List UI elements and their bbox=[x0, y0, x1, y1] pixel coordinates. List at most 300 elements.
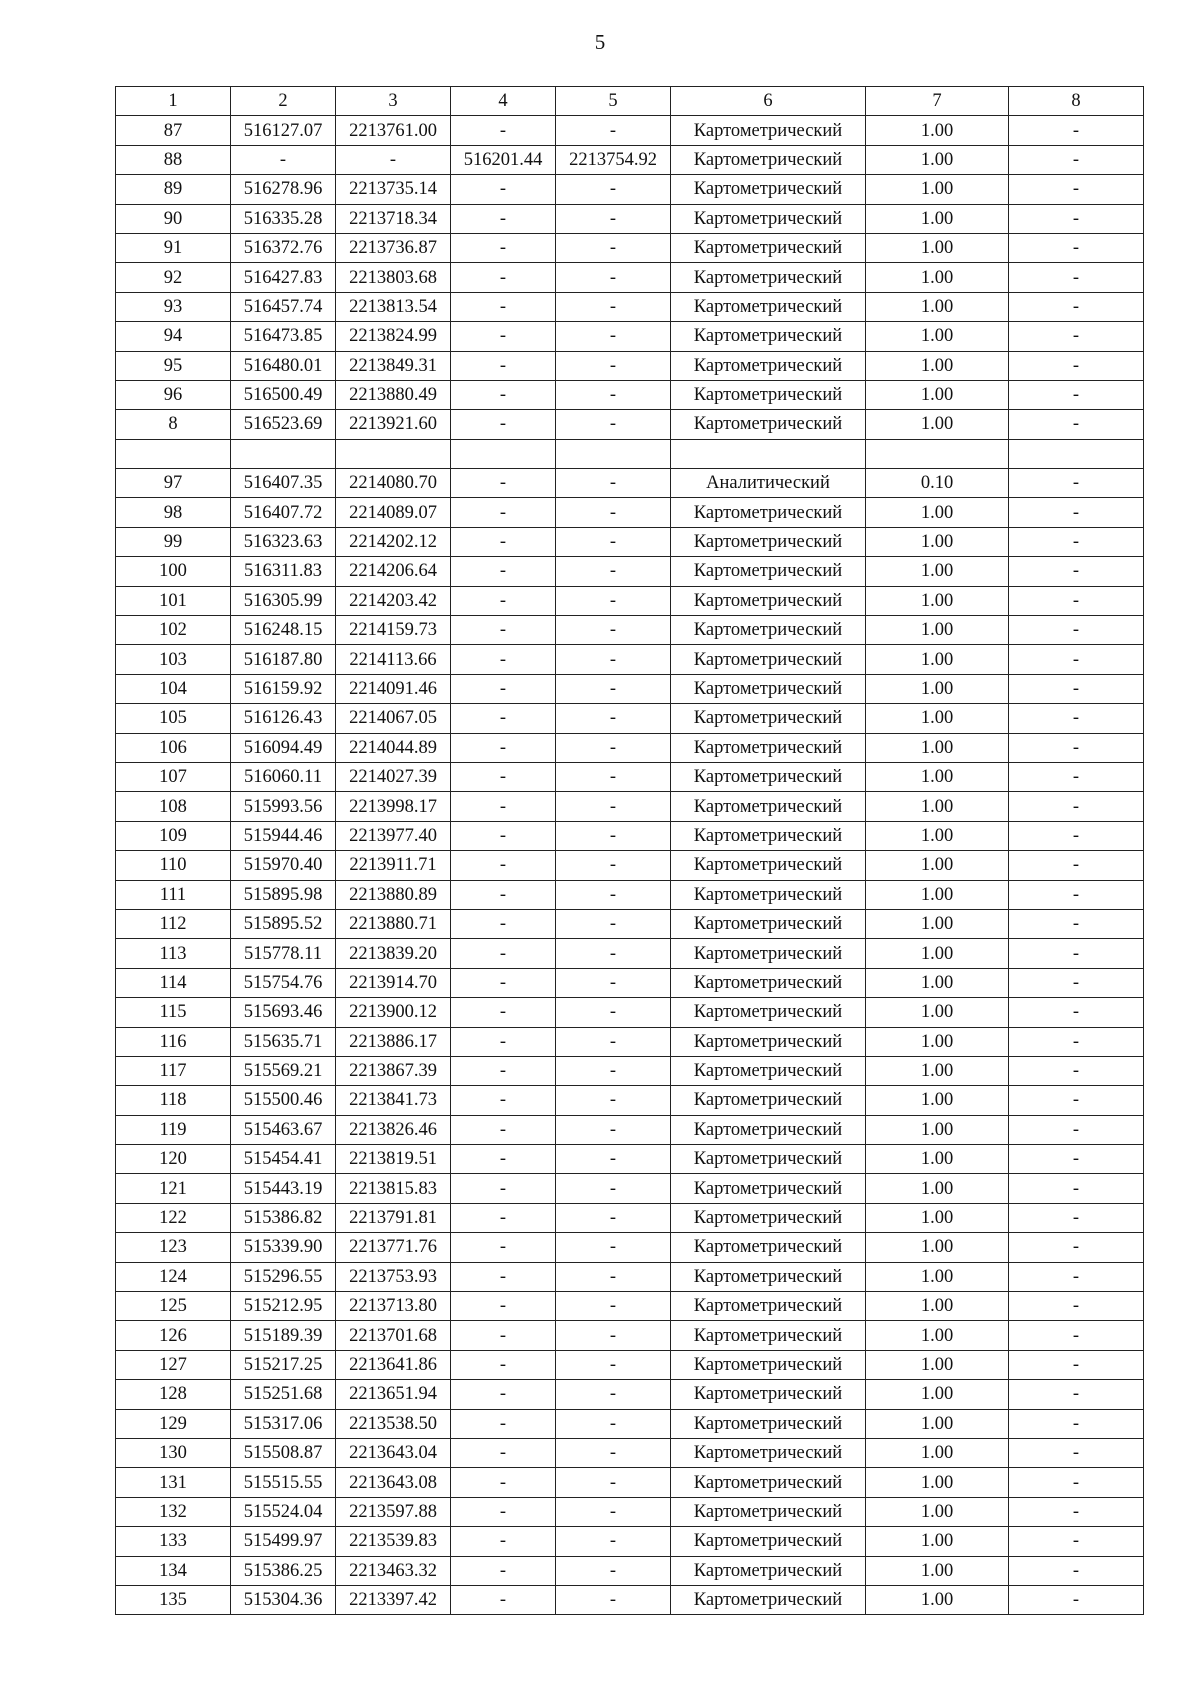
table-cell: 2214159.73 bbox=[336, 616, 451, 645]
table-cell: 89 bbox=[116, 175, 231, 204]
table-cell: 1.00 bbox=[866, 145, 1009, 174]
table-cell: - bbox=[556, 1203, 671, 1232]
table-cell: - bbox=[556, 1556, 671, 1585]
table-cell: 2214113.66 bbox=[336, 645, 451, 674]
table-cell: - bbox=[1009, 1145, 1144, 1174]
table-cell: Картометрический bbox=[671, 1203, 866, 1232]
table-cell: 515386.25 bbox=[231, 1556, 336, 1585]
table-cell: 515515.55 bbox=[231, 1468, 336, 1497]
table-cell: 516126.43 bbox=[231, 704, 336, 733]
table-cell: - bbox=[451, 1585, 556, 1614]
table-cell: - bbox=[1009, 733, 1144, 762]
table-cell: - bbox=[1009, 469, 1144, 498]
table-cell: 516248.15 bbox=[231, 616, 336, 645]
table-cell: Картометрический bbox=[671, 674, 866, 703]
table-cell: - bbox=[451, 792, 556, 821]
table-cell: - bbox=[1009, 762, 1144, 791]
table-cell: 2213713.80 bbox=[336, 1292, 451, 1321]
table-row bbox=[116, 1321, 1144, 1350]
table-row bbox=[116, 1115, 1144, 1144]
table-cell: - bbox=[451, 1292, 556, 1321]
table-cell: 93 bbox=[116, 292, 231, 321]
table-cell: - bbox=[451, 616, 556, 645]
column-header: 4 bbox=[451, 87, 556, 116]
table-cell: 516127.07 bbox=[231, 116, 336, 145]
table-cell: 1.00 bbox=[866, 1468, 1009, 1497]
table-cell: 516480.01 bbox=[231, 351, 336, 380]
table-cell: Картометрический bbox=[671, 380, 866, 409]
table-cell: 1.00 bbox=[866, 233, 1009, 262]
table-cell: 1.00 bbox=[866, 175, 1009, 204]
table-row bbox=[116, 733, 1144, 762]
table-cell: - bbox=[1009, 998, 1144, 1027]
table-cell: - bbox=[451, 1086, 556, 1115]
table-cell: 1.00 bbox=[866, 909, 1009, 938]
table-cell: 1.00 bbox=[866, 939, 1009, 968]
table-cell: - bbox=[451, 322, 556, 351]
table-cell: - bbox=[556, 351, 671, 380]
table-cell: 2213921.60 bbox=[336, 410, 451, 439]
table-row bbox=[116, 116, 1144, 145]
table-cell: - bbox=[556, 233, 671, 262]
table-cell: 1.00 bbox=[866, 616, 1009, 645]
table-row bbox=[116, 1527, 1144, 1556]
table-cell: 1.00 bbox=[866, 1438, 1009, 1467]
table-row bbox=[116, 498, 1144, 527]
table-row bbox=[116, 527, 1144, 556]
table-cell: - bbox=[1009, 1380, 1144, 1409]
table-cell: - bbox=[451, 645, 556, 674]
table-cell: 1.00 bbox=[866, 1203, 1009, 1232]
table-row bbox=[116, 704, 1144, 733]
table-cell: 130 bbox=[116, 1438, 231, 1467]
table-cell: 2213539.83 bbox=[336, 1527, 451, 1556]
table-cell: 1.00 bbox=[866, 645, 1009, 674]
table-cell: 2213753.93 bbox=[336, 1262, 451, 1291]
table-cell: - bbox=[1009, 498, 1144, 527]
table-cell: 114 bbox=[116, 968, 231, 997]
table-cell: - bbox=[451, 1350, 556, 1379]
table-cell: - bbox=[1009, 116, 1144, 145]
table-cell: - bbox=[451, 351, 556, 380]
table-cell: - bbox=[451, 1056, 556, 1085]
table-cell: 106 bbox=[116, 733, 231, 762]
table-cell: 105 bbox=[116, 704, 231, 733]
table-cell: 515895.98 bbox=[231, 880, 336, 909]
table-cell: 515569.21 bbox=[231, 1056, 336, 1085]
table-cell: 515463.67 bbox=[231, 1115, 336, 1144]
table-cell: 515212.95 bbox=[231, 1292, 336, 1321]
table-cell: 2213643.08 bbox=[336, 1468, 451, 1497]
table-row bbox=[116, 1556, 1144, 1585]
table-row bbox=[116, 792, 1144, 821]
table-cell: - bbox=[1009, 821, 1144, 850]
table-row bbox=[116, 909, 1144, 938]
table-cell: - bbox=[1009, 674, 1144, 703]
table-row bbox=[116, 674, 1144, 703]
page-number: 5 bbox=[594, 30, 606, 54]
table-cell: 1.00 bbox=[866, 1497, 1009, 1526]
table-cell: - bbox=[451, 704, 556, 733]
table-row bbox=[116, 145, 1144, 174]
table-cell: 515778.11 bbox=[231, 939, 336, 968]
table-cell: 515251.68 bbox=[231, 1380, 336, 1409]
table-cell: - bbox=[1009, 880, 1144, 909]
table-cell: Картометрический bbox=[671, 1233, 866, 1262]
table-cell: 2213880.89 bbox=[336, 880, 451, 909]
table-cell: 2214203.42 bbox=[336, 586, 451, 615]
table-cell: 2214027.39 bbox=[336, 762, 451, 791]
table-cell: - bbox=[451, 1115, 556, 1144]
table-row bbox=[116, 645, 1144, 674]
table-cell: 1.00 bbox=[866, 880, 1009, 909]
table-cell: 112 bbox=[116, 909, 231, 938]
table-row bbox=[116, 1350, 1144, 1379]
table-row bbox=[116, 821, 1144, 850]
table-cell: 515304.36 bbox=[231, 1585, 336, 1614]
table-cell: - bbox=[1009, 939, 1144, 968]
table-cell: 515524.04 bbox=[231, 1497, 336, 1526]
table-cell: - bbox=[556, 586, 671, 615]
table-cell: - bbox=[451, 175, 556, 204]
table-cell: 516201.44 bbox=[451, 145, 556, 174]
table-cell: 97 bbox=[116, 469, 231, 498]
table-cell: Картометрический bbox=[671, 410, 866, 439]
table-row bbox=[116, 1380, 1144, 1409]
table-cell: - bbox=[556, 1438, 671, 1467]
table-row bbox=[116, 1174, 1144, 1203]
table-cell: Картометрический bbox=[671, 1321, 866, 1350]
table-cell: - bbox=[1009, 1262, 1144, 1291]
table-cell: 516305.99 bbox=[231, 586, 336, 615]
table-cell: Картометрический bbox=[671, 968, 866, 997]
table-cell: - bbox=[1009, 322, 1144, 351]
table-cell: - bbox=[556, 674, 671, 703]
table-cell: 2213886.17 bbox=[336, 1027, 451, 1056]
table-row bbox=[116, 233, 1144, 262]
table-cell: - bbox=[556, 380, 671, 409]
table-cell: - bbox=[556, 851, 671, 880]
table-cell: - bbox=[556, 1027, 671, 1056]
table-cell: 128 bbox=[116, 1380, 231, 1409]
table-cell: - bbox=[556, 704, 671, 733]
table-cell: 122 bbox=[116, 1203, 231, 1232]
table-cell: Картометрический bbox=[671, 880, 866, 909]
table-row bbox=[116, 1233, 1144, 1262]
table-cell: 98 bbox=[116, 498, 231, 527]
column-header: 6 bbox=[671, 87, 866, 116]
table-cell: - bbox=[1009, 616, 1144, 645]
table-cell: 1.00 bbox=[866, 674, 1009, 703]
table-cell: Картометрический bbox=[671, 704, 866, 733]
table-cell: 1.00 bbox=[866, 410, 1009, 439]
table-cell: Картометрический bbox=[671, 1115, 866, 1144]
table-cell: - bbox=[556, 1292, 671, 1321]
table-cell: Картометрический bbox=[671, 616, 866, 645]
table-cell: 2213826.46 bbox=[336, 1115, 451, 1144]
table-cell: - bbox=[556, 557, 671, 586]
table-cell: 1.00 bbox=[866, 1556, 1009, 1585]
table-row bbox=[116, 851, 1144, 880]
table-row bbox=[116, 939, 1144, 968]
table-cell: Картометрический bbox=[671, 1174, 866, 1203]
table-cell: - bbox=[556, 968, 671, 997]
table-cell: - bbox=[336, 145, 451, 174]
table-cell: 2213701.68 bbox=[336, 1321, 451, 1350]
table-cell: 1.00 bbox=[866, 1292, 1009, 1321]
table-cell: 1.00 bbox=[866, 557, 1009, 586]
table-cell: 516372.76 bbox=[231, 233, 336, 262]
table-cell: 1.00 bbox=[866, 322, 1009, 351]
table-cell bbox=[336, 439, 451, 468]
table-cell: Картометрический bbox=[671, 792, 866, 821]
table-row bbox=[116, 1438, 1144, 1467]
table-cell: 2213736.87 bbox=[336, 233, 451, 262]
table-cell: 100 bbox=[116, 557, 231, 586]
table-cell: 111 bbox=[116, 880, 231, 909]
table-cell bbox=[671, 439, 866, 468]
table-row bbox=[116, 1086, 1144, 1115]
table-cell: 2213735.14 bbox=[336, 175, 451, 204]
table-row bbox=[116, 998, 1144, 1027]
table-cell: - bbox=[1009, 792, 1144, 821]
table-cell: - bbox=[556, 1409, 671, 1438]
table-cell: 2213771.76 bbox=[336, 1233, 451, 1262]
table-cell: - bbox=[451, 1174, 556, 1203]
table-cell: Картометрический bbox=[671, 204, 866, 233]
table-row bbox=[116, 586, 1144, 615]
table-row bbox=[116, 322, 1144, 351]
table-cell: 515339.90 bbox=[231, 1233, 336, 1262]
table-cell: 515499.97 bbox=[231, 1527, 336, 1556]
table-cell: - bbox=[451, 762, 556, 791]
table-cell: Картометрический bbox=[671, 263, 866, 292]
table-cell: 1.00 bbox=[866, 968, 1009, 997]
column-header: 7 bbox=[866, 87, 1009, 116]
table-cell: 2213911.71 bbox=[336, 851, 451, 880]
table-cell: 516187.80 bbox=[231, 645, 336, 674]
table-cell: 1.00 bbox=[866, 1380, 1009, 1409]
table-cell: - bbox=[1009, 1174, 1144, 1203]
table-cell: 2213841.73 bbox=[336, 1086, 451, 1115]
table-cell: 2213815.83 bbox=[336, 1174, 451, 1203]
table-cell: 2213824.99 bbox=[336, 322, 451, 351]
table-cell: - bbox=[451, 263, 556, 292]
table-row bbox=[116, 1468, 1144, 1497]
table-cell: 134 bbox=[116, 1556, 231, 1585]
table-cell: Картометрический bbox=[671, 116, 866, 145]
table-cell: 515693.46 bbox=[231, 998, 336, 1027]
table-cell: - bbox=[556, 263, 671, 292]
table-cell: 516407.35 bbox=[231, 469, 336, 498]
table-cell: - bbox=[1009, 586, 1144, 615]
table-cell: Картометрический bbox=[671, 1585, 866, 1614]
table-cell: 101 bbox=[116, 586, 231, 615]
table-cell: 1.00 bbox=[866, 586, 1009, 615]
table-cell: 2213538.50 bbox=[336, 1409, 451, 1438]
table-cell: 1.00 bbox=[866, 380, 1009, 409]
table-cell: 119 bbox=[116, 1115, 231, 1144]
coordinates-table bbox=[115, 86, 1144, 1615]
table-cell: 515944.46 bbox=[231, 821, 336, 850]
table-row bbox=[116, 1409, 1144, 1438]
table-cell: - bbox=[1009, 292, 1144, 321]
table-cell: - bbox=[451, 498, 556, 527]
table-cell bbox=[556, 439, 671, 468]
table-cell: 1.00 bbox=[866, 498, 1009, 527]
table-cell: - bbox=[556, 1380, 671, 1409]
table-cell: 516311.83 bbox=[231, 557, 336, 586]
table-cell: - bbox=[451, 1027, 556, 1056]
table-row bbox=[116, 557, 1144, 586]
table-cell: 129 bbox=[116, 1409, 231, 1438]
table-cell: 515317.06 bbox=[231, 1409, 336, 1438]
table-cell: - bbox=[556, 762, 671, 791]
table-cell: 1.00 bbox=[866, 851, 1009, 880]
table-cell: - bbox=[556, 1174, 671, 1203]
table-cell: - bbox=[556, 527, 671, 556]
table-cell: 516060.11 bbox=[231, 762, 336, 791]
table-cell: Картометрический bbox=[671, 851, 866, 880]
table-cell: - bbox=[556, 204, 671, 233]
table-cell: 2213754.92 bbox=[556, 145, 671, 174]
table-row bbox=[116, 1262, 1144, 1291]
table-cell: Картометрический bbox=[671, 145, 866, 174]
table-cell: - bbox=[1009, 527, 1144, 556]
table-cell: - bbox=[556, 1350, 671, 1379]
table-cell: 1.00 bbox=[866, 1115, 1009, 1144]
table-cell: 1.00 bbox=[866, 204, 1009, 233]
table-cell: 2214089.07 bbox=[336, 498, 451, 527]
table-cell: - bbox=[1009, 968, 1144, 997]
table-cell: 2213998.17 bbox=[336, 792, 451, 821]
table-cell: - bbox=[556, 1527, 671, 1556]
table-cell: - bbox=[1009, 1497, 1144, 1526]
table-cell: 108 bbox=[116, 792, 231, 821]
table-cell: - bbox=[1009, 145, 1144, 174]
table-cell: - bbox=[451, 968, 556, 997]
table-cell: 2214206.64 bbox=[336, 557, 451, 586]
table-cell: 1.00 bbox=[866, 1321, 1009, 1350]
table-cell: - bbox=[451, 880, 556, 909]
table-cell: - bbox=[1009, 1086, 1144, 1115]
table-cell: 2213839.20 bbox=[336, 939, 451, 968]
table-cell: 91 bbox=[116, 233, 231, 262]
table-cell: 1.00 bbox=[866, 792, 1009, 821]
table-cell: 515443.19 bbox=[231, 1174, 336, 1203]
table-body bbox=[116, 116, 1144, 1615]
table-cell: - bbox=[556, 498, 671, 527]
table-cell: - bbox=[556, 1262, 671, 1291]
table-cell: 515189.39 bbox=[231, 1321, 336, 1350]
table-header-row bbox=[116, 87, 1144, 116]
table-row bbox=[116, 469, 1144, 498]
table-cell: 516323.63 bbox=[231, 527, 336, 556]
table-cell: 1.00 bbox=[866, 1056, 1009, 1085]
table-cell bbox=[1009, 439, 1144, 468]
table-cell: 1.00 bbox=[866, 998, 1009, 1027]
table-cell: - bbox=[1009, 1203, 1144, 1232]
table-cell: - bbox=[1009, 263, 1144, 292]
table-cell: 1.00 bbox=[866, 1086, 1009, 1115]
table-cell bbox=[866, 439, 1009, 468]
table-cell: Картометрический bbox=[671, 909, 866, 938]
table-cell: 2214202.12 bbox=[336, 527, 451, 556]
table-cell: Картометрический bbox=[671, 733, 866, 762]
table-cell: - bbox=[556, 1115, 671, 1144]
table-cell: 135 bbox=[116, 1585, 231, 1614]
table-cell: Картометрический bbox=[671, 175, 866, 204]
table-cell: 515386.82 bbox=[231, 1203, 336, 1232]
table-cell: - bbox=[1009, 1056, 1144, 1085]
table-row bbox=[116, 1292, 1144, 1321]
table-row bbox=[116, 1027, 1144, 1056]
table-cell: 1.00 bbox=[866, 762, 1009, 791]
column-header: 5 bbox=[556, 87, 671, 116]
table-cell: - bbox=[451, 469, 556, 498]
table-cell: - bbox=[556, 733, 671, 762]
table-cell: - bbox=[1009, 380, 1144, 409]
table-cell: 516094.49 bbox=[231, 733, 336, 762]
table-row bbox=[116, 968, 1144, 997]
table-cell: - bbox=[1009, 175, 1144, 204]
table-cell: - bbox=[556, 939, 671, 968]
table-cell: Картометрический bbox=[671, 1409, 866, 1438]
table-cell: 0.10 bbox=[866, 469, 1009, 498]
table-cell: Картометрический bbox=[671, 1556, 866, 1585]
table-cell: 103 bbox=[116, 645, 231, 674]
table-cell: - bbox=[556, 1497, 671, 1526]
table-cell: 123 bbox=[116, 1233, 231, 1262]
table-row bbox=[116, 175, 1144, 204]
table-cell: 1.00 bbox=[866, 1027, 1009, 1056]
table-cell: 109 bbox=[116, 821, 231, 850]
table-cell: - bbox=[451, 1233, 556, 1262]
table-cell: - bbox=[1009, 1585, 1144, 1614]
table-cell: 90 bbox=[116, 204, 231, 233]
table-cell: - bbox=[451, 116, 556, 145]
table-cell: Картометрический bbox=[671, 645, 866, 674]
table-cell: - bbox=[1009, 557, 1144, 586]
table-row bbox=[116, 380, 1144, 409]
table-cell: 2213977.40 bbox=[336, 821, 451, 850]
table-cell: Картометрический bbox=[671, 1468, 866, 1497]
table-cell: 2213803.68 bbox=[336, 263, 451, 292]
table-cell: Картометрический bbox=[671, 1086, 866, 1115]
table-cell: Картометрический bbox=[671, 762, 866, 791]
table-cell: 515217.25 bbox=[231, 1350, 336, 1379]
table-cell: 516523.69 bbox=[231, 410, 336, 439]
table-cell: - bbox=[556, 175, 671, 204]
table-cell: 2214091.46 bbox=[336, 674, 451, 703]
table-cell: 2214080.70 bbox=[336, 469, 451, 498]
table-cell bbox=[116, 439, 231, 468]
table-cell: - bbox=[451, 1497, 556, 1526]
table-cell: 2214067.05 bbox=[336, 704, 451, 733]
table-cell: Картометрический bbox=[671, 527, 866, 556]
table-cell: 515296.55 bbox=[231, 1262, 336, 1291]
table-cell: Картометрический bbox=[671, 292, 866, 321]
table-cell: - bbox=[556, 1233, 671, 1262]
table-cell: 2213397.42 bbox=[336, 1585, 451, 1614]
table-cell: 95 bbox=[116, 351, 231, 380]
table-cell: 516457.74 bbox=[231, 292, 336, 321]
table-row bbox=[116, 762, 1144, 791]
table-cell: 2213718.34 bbox=[336, 204, 451, 233]
table-cell: Картометрический bbox=[671, 821, 866, 850]
table-cell: - bbox=[451, 292, 556, 321]
table-cell: Картометрический bbox=[671, 1527, 866, 1556]
